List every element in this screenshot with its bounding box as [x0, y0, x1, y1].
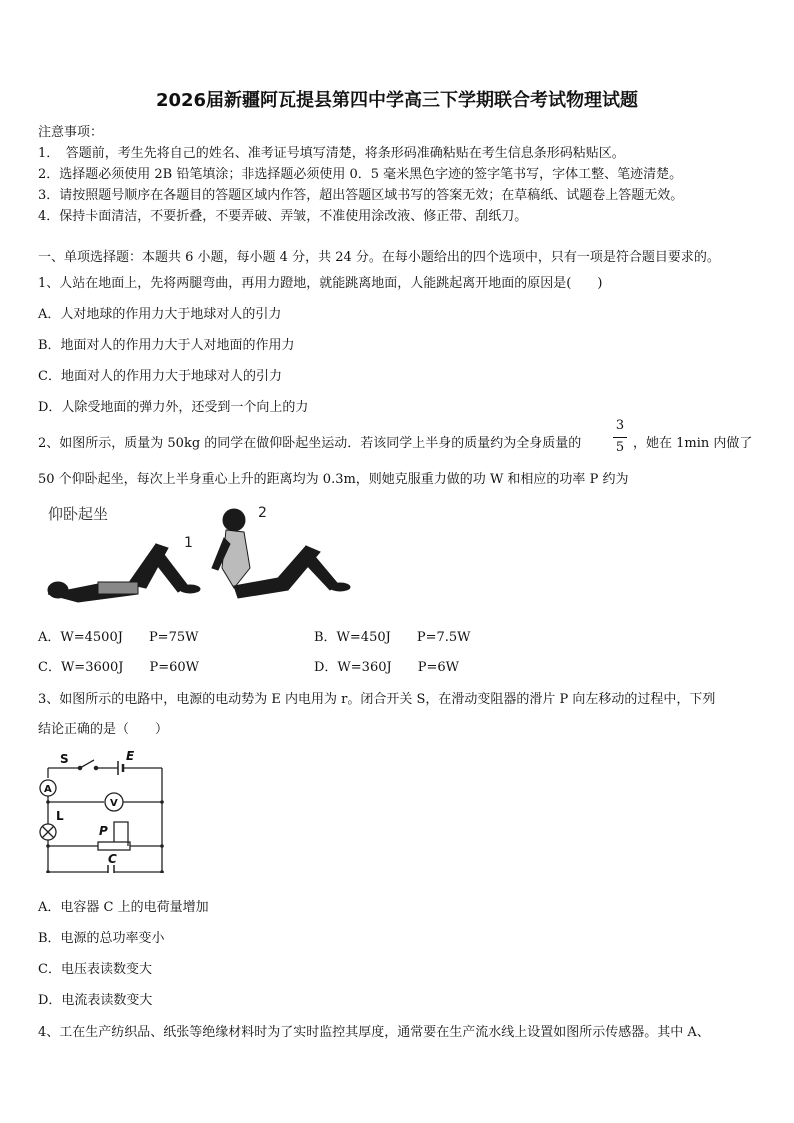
q4-stem: 4、工在生产纺织品、纸张等绝缘材料时为了实时监控其厚度，通常要在生产流水线上设置如图所示传感器。其中 A、: [38, 1025, 710, 1040]
q2-option-b: B．W=450J P=7.5W: [314, 630, 471, 645]
q1-option-d: D．人除受地面的弹力外，还受到一个向上的力: [38, 400, 309, 415]
q3-option-c: C．电压表读数变大: [38, 962, 152, 977]
section-heading: 一、单项选择题：本题共 6 小题，每小题 4 分，共 24 分。在每小题给出的四个选项中，只有一项是符合题目要求的。: [38, 250, 720, 265]
switch-label: S: [60, 752, 69, 766]
voltmeter-icon: V: [110, 798, 118, 809]
figure-caption: 仰卧起坐: [48, 505, 109, 523]
q1-option-a: A．人对地球的作用力大于地球对人的引力: [38, 307, 282, 322]
person-situp-icon: [212, 509, 350, 598]
ammeter-icon: A: [44, 784, 52, 795]
source-label: E: [126, 749, 135, 763]
q2-option-c: C．W=3600J P=60W: [38, 660, 200, 675]
q3-option-a: A．电容器 C 上的电荷量增加: [38, 900, 209, 915]
fraction-bar: [613, 437, 627, 438]
fraction-numerator: 3: [615, 418, 625, 433]
situp-figure: [38, 498, 368, 613]
figure-label-2: 2: [258, 505, 267, 521]
q1-option-c: C．地面对人的作用力大于地球对人的引力: [38, 369, 282, 384]
notice-item: 1． 答题前，考生先将自己的姓名、准考证号填写清楚，将条形码准确粘贴在考生信息条形码粘贴区。: [38, 146, 625, 161]
q1-option-b: B．地面对人的作用力大于人对地面的作用力: [38, 338, 295, 353]
slider-label: P: [99, 824, 108, 838]
fraction-denominator: 5: [615, 440, 625, 455]
capacitor-label: C: [108, 852, 117, 866]
figure-label-1: 1: [184, 535, 193, 551]
q2-option-d: D．W=360J P=6W: [314, 660, 459, 675]
q3-option-d: D．电流表读数变大: [38, 993, 153, 1008]
notice-item: 3．请按照题号顺序在各题目的答题区域内作答，超出答题区域书写的答案无效；在草稿纸、试题卷上答题无效。: [38, 188, 684, 203]
q3-option-b: B．电源的总功率变小: [38, 931, 165, 946]
q2-stem: 2、如图所示，质量为 50kg 的同学在做仰卧起坐运动．若该同学上半身的质量约为全身质量的: [38, 436, 582, 451]
notice-item: 4．保持卡面清洁，不要折叠，不要弄破、弄皱，不准使用涂改液、修正带、刮纸刀。: [38, 209, 528, 224]
notice-heading: 注意事项：: [38, 125, 104, 140]
q2-stem-line2: 50 个仰卧起坐，每次上半身重心上升的距离均为 0.3m，则她克服重力做的功 W 和相应的功率 P 约为: [38, 472, 629, 487]
notice-item: 2．选择题必须使用 2B 铅笔填涂；非选择题必须使用 0．5 毫米黑色字迹的签字笔书写，字体工整、笔迹清楚。: [38, 167, 683, 182]
circuit-diagram: [38, 748, 168, 873]
q2-option-a: A．W=4500J P=75W: [38, 630, 199, 645]
page-title: 2026届新疆阿瓦提县第四中学高三下学期联合考试物理试题: [155, 90, 639, 111]
q3-stem-line1: 3、如图所示的电路中，电源的电动势为 E 内电用为 r。闭合开关 S，在滑动变阻器的滑片 P 向左移动的过程中，下列: [38, 692, 716, 707]
q3-stem-line2: 结论正确的是（ ）: [38, 722, 169, 737]
lamp-label: L: [56, 809, 64, 823]
q2-stem-cont: ，她在 1min 内做了: [633, 436, 753, 451]
q1-stem: 1、人站在地面上，先将两腿弯曲，再用力蹬地，就能跳离地面，人能跳起离开地面的原因是( ): [38, 276, 603, 291]
person-lying-icon: [48, 544, 200, 602]
